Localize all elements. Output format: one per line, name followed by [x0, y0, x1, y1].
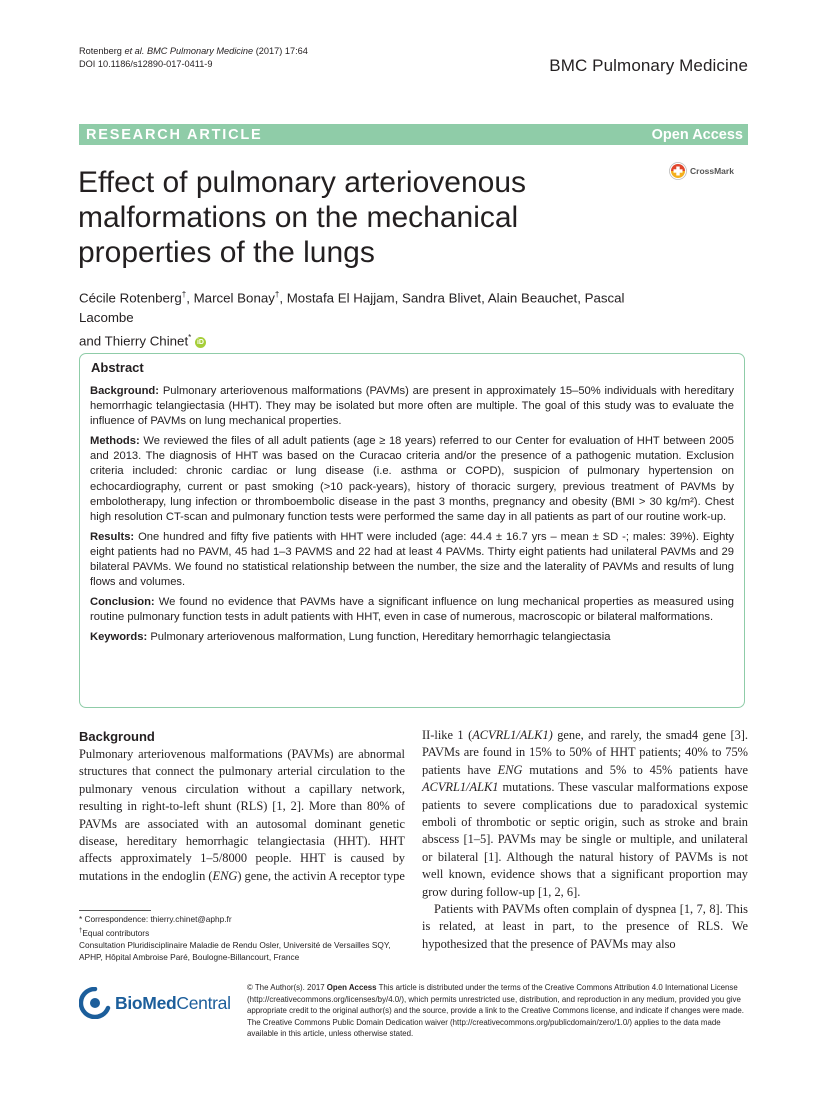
section-label: Background:: [90, 385, 159, 397]
gene-name: ACVRL1/ALK1): [472, 728, 553, 742]
abstract-results: [90, 530, 734, 590]
section-text: Pulmonary arteriovenous malformation, Lung function, Hereditary hemorrhagic telangiectasia: [150, 631, 611, 644]
article-title: Effect of pulmonary arteriovenous malformations on the mechanical properties of the lungs: [78, 166, 527, 269]
section-text: Pulmonary arteriovenous malformations (PAVMs) are present in approximately 15–50% individuals with hereditary hemorrhagic telangiectasia (HHT). They may be isolated but more often are multiple. The goal of this study was to evaluate the influence of PAVMs on lung mechanical properties.: [90, 385, 735, 428]
citation-etal: et al.: [124, 46, 145, 56]
article-type-label: RESEARCH ARTICLE: [86, 126, 263, 143]
section-heading: Background: [79, 729, 155, 744]
footnote-divider: [79, 910, 151, 911]
citation-journal: BMC Pulmonary Medicine: [146, 46, 254, 56]
crossmark-icon: [669, 162, 687, 180]
footnotes: [79, 913, 399, 963]
abstract-body: [90, 384, 734, 651]
body-paragraph: [422, 727, 748, 901]
author-names: Mostafa El Hajjam, Sandra Blivet, Alain Beauchet, Pascal Lacombe: [79, 290, 625, 326]
affiliation-note: Consultation Pluridisciplinaire Maladie de Rendu Osler, Université de Versailles SQY, APHP, Hôpital Ambroise Paré, Boulogne-Billancourt, France: [79, 939, 391, 962]
gene-name: ENG: [212, 868, 238, 883]
article-type-banner: [79, 124, 748, 145]
equal-contribution-note: [79, 925, 399, 939]
abstract-heading: Abstract: [91, 360, 144, 375]
logo-central: Central: [176, 992, 231, 1013]
section-text: One hundred and fifty five patients with HHT were included (age: 44.4 ± 16.7 yrs – mean ± SD -; males: 39%). Eighty eight patients had no PAVM, 45 had 1–3 PAVMS and 22 had at least 4 PAVMs. Thirty eight patients had unilateral PAVMs and 29 bilateral PAVMs. We found no statistical relationship between the number, the size and the laterality of PAVMs and results of lung flows and volumes.: [90, 530, 735, 589]
author-list: Cécile Rotenberg†, Marcel Bonay†, Mostafa El Hajjam, Sandra Blivet, Alain Beauchet, Pascal Lacombe and Thierry Chinet* iD: [79, 290, 625, 349]
section-text: We reviewed the files of all adult patients (age ≥ 18 years) referred to our Center for evaluation of HHT between 2005 and 2013. The diagnosis of HHT was based on the Curacao criteria and/or the presence of a pathogenic mutation. Exclusion criteria included: chronic cardiac or lung disease (i.e. asthma or COPD), suspicion of pulmonary hypertension on echocardiography, current or past smoking (>10 pack-years), history of thoracic surgery, previous treatment of PAVMs by embolotherapy, lung infection or thromboembolic disease in the past 3 months, pregnancy and obesity (BMI > 30 kg/m²). Chest high resolution CT-scan and pulmonary function tests were performed the same day in all patients as part of our routine work-up.: [90, 435, 735, 523]
section-label: Results:: [90, 530, 135, 543]
section-label: Conclusion:: [90, 596, 155, 609]
dagger-mark: †: [79, 928, 83, 934]
citation-authors: Rotenberg: [79, 46, 122, 56]
copyright-text: © The Author(s). 2017: [247, 983, 327, 992]
author-name: and Thierry Chinet: [79, 333, 189, 349]
text-run: II-like 1 (: [422, 728, 473, 742]
logo-bio: BioMed: [115, 992, 177, 1013]
open-access-label: Open Access: [651, 126, 743, 143]
section-label: Methods:: [90, 435, 140, 448]
body-column-left: [79, 727, 405, 885]
corresponding-mark: *: [188, 333, 192, 343]
section-label: Keywords:: [90, 631, 148, 644]
orcid-icon[interactable]: iD: [196, 338, 204, 346]
crossmark-badge[interactable]: [669, 154, 751, 188]
gene-name: ENG: [497, 762, 523, 777]
equal-contribution-mark: †: [181, 290, 187, 299]
license-text: This article is distributed under the terms of the Creative Commons Attribution 4.0 International License (http://creativecommons.org/licenses/by/4.0/), which permits unrestricted use, distribution, and reproduction in any medium, provided you give appropriate credit to the original author(s) and the source, provide a link to the Creative Commons license, and indicate if changes were made. The Creative Commons Public Domain Dedication waiver (http://creativecommons.org/publicdomain/zero/1.0/) applies to the data made available in this article, unless otherwise stated.: [247, 983, 744, 1039]
doi[interactable]: DOI 10.1186/s12890-017-0411-9: [79, 59, 213, 69]
citation-line: [79, 45, 308, 58]
abstract-conclusion: [90, 595, 734, 625]
journal-name: BMC Pulmonary Medicine: [549, 56, 748, 75]
author-name: Cécile Rotenberg: [79, 290, 182, 306]
logo-wordmark: [115, 993, 231, 1014]
gene-name: ACVRL1/ALK1: [422, 780, 499, 795]
open-access-bold: Open Access: [326, 983, 377, 992]
abstract-keywords: [90, 630, 734, 645]
text-run: ) gene, the activin A receptor type: [237, 868, 405, 883]
correspondence-note[interactable]: * Correspondence: thierry.chinet@aphp.fr: [79, 914, 232, 924]
body-paragraph: [79, 746, 405, 885]
text-run: mutations. These vascular malformations expose patients to severe complications due to paradoxical systemic emboli of thrombotic or septic origin, such as stroke and brain abscess [1–5]. PAVMs may be single or multiple, and unilateral or bilateral [1]. Although the natural history of PAVMs is not well known, evidence shows that a significant proportion may grow during follow-up [1, 2, 6].: [422, 780, 748, 899]
license-statement: [247, 982, 751, 1040]
citation-volume: (2017) 17:64: [255, 46, 308, 56]
crossmark-label: CrossMark: [690, 166, 734, 176]
biomed-central-logo[interactable]: [79, 987, 239, 1019]
abstract-methods: [90, 434, 734, 525]
text-run: mutations and 5% to 45% patients have: [522, 762, 749, 777]
text-run: gene, and rarely, the smad4 gene [3]. PAVMs are found in 15% to 50% of HHT patients; 40% to 75% patients have: [422, 728, 748, 777]
abstract-background: [90, 384, 734, 429]
author-name: Marcel Bonay: [193, 290, 275, 306]
biomed-central-icon: [79, 987, 111, 1019]
note-text: Equal contributors: [82, 927, 150, 938]
section-text: We found no evidence that PAVMs have a significant influence on lung mechanical properties as measured using routine pulmonary function tests in adult patients with HHT, even in case of numerous, macroscopic or bilateral malformations.: [90, 596, 734, 624]
running-header: [79, 45, 308, 71]
body-column-right: [422, 727, 748, 953]
equal-contribution-mark: †: [274, 290, 280, 299]
abstract-box: [79, 353, 745, 708]
body-paragraph: Patients with PAVMs often complain of dyspnea [1, 7, 8]. This is related, at least in part, to the presence of RLS. We hypothesized that the presence of PAVMs may also: [422, 902, 748, 951]
text-run: Pulmonary arteriovenous malformations (PAVMs) are abnormal structures that connect the pulmonary arterial circulation to the pulmonary venous circulation without a capillary network, resulting in right-to-left shunt (RLS) [1, 2]. More than 80% of PAVMs are associated with an autosomal dominant genetic disease, hereditary hemorrhagic telangiectasia (HHT). HHT affects approximately 1–5/8000 people. HHT is caused by mutations in the endoglin (: [79, 747, 405, 883]
